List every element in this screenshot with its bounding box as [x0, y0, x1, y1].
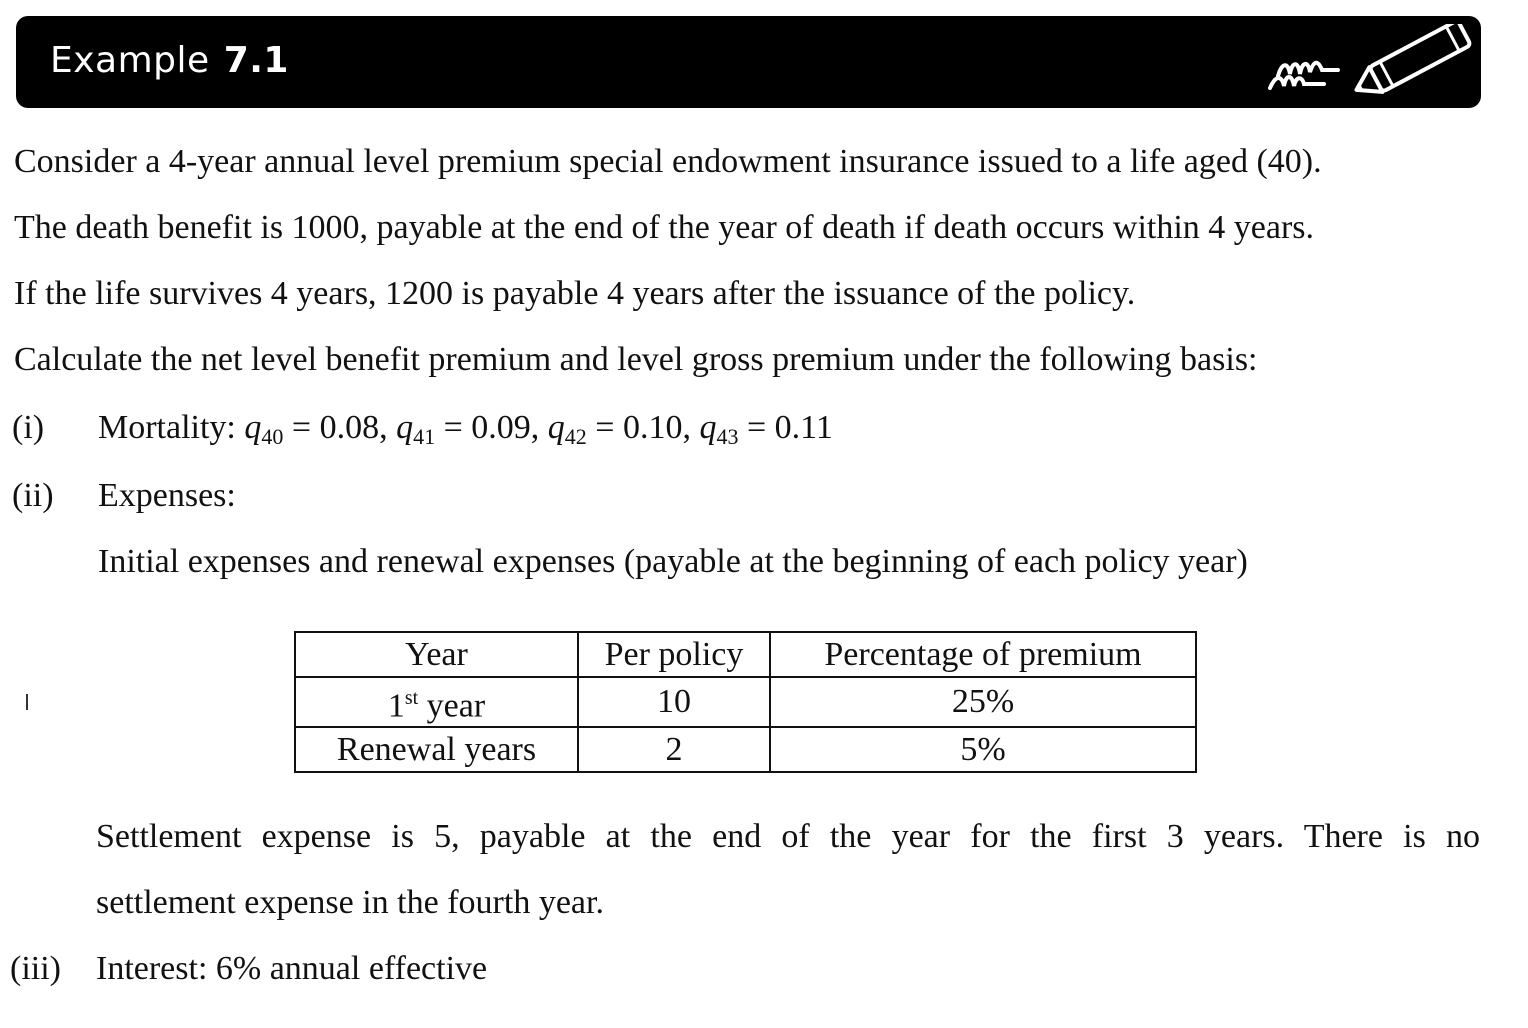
cell-per-policy: 10: [578, 677, 770, 727]
interest-label: (iii): [10, 950, 61, 987]
mortality-label: (i): [12, 409, 45, 446]
expenses-title: Expenses:: [98, 477, 236, 514]
year-word: year: [426, 687, 486, 725]
expenses-label: (ii): [12, 477, 54, 514]
q43-symbol: q: [699, 409, 717, 446]
intro-line-4: Calculate the net level benefit premium and level gross premium under the following basis:: [14, 341, 1258, 378]
margin-mark: [26, 694, 28, 710]
q43-value: 0.11: [774, 409, 833, 446]
q41-symbol: q: [396, 409, 414, 446]
intro-line-1: Consider a 4-year annual level premium special endowment insurance issued to a life aged (40).: [14, 143, 1322, 180]
q41-value: 0.09: [471, 409, 531, 446]
mortality-line: Mortality: $q_{40} = 0.08$, $q_{41} = 0.09$, $q_{42} = 0.10$, $q_{43} = 0.11$: [98, 409, 833, 449]
intro-line-2: The death benefit is 1000, payable at the end of the year of death if death occurs within 4 years.: [14, 209, 1315, 246]
example-number: 7.1: [223, 40, 289, 81]
interest-text: Interest: 6% annual effective: [96, 950, 488, 987]
header-percentage: Percentage of premium: [770, 632, 1196, 677]
expenses-description: Initial expenses and renewal expenses (payable at the beginning of each policy year): [98, 543, 1248, 580]
year-number: 1: [387, 687, 405, 725]
settlement-line-2: settlement expense in the fourth year.: [96, 884, 604, 921]
q40-age: 40: [261, 424, 284, 449]
mortality-title: Mortality:: [98, 409, 236, 446]
q42-value: 0.10: [622, 409, 683, 446]
q43-age: 43: [716, 424, 739, 449]
q40-value: 0.08: [319, 409, 380, 446]
year-suffix: st: [404, 687, 419, 709]
cell-year: [295, 677, 578, 727]
q42-age: 42: [564, 424, 587, 449]
cell-year: Renewal years: [295, 727, 578, 772]
table-row: [295, 727, 1196, 772]
table-row: [295, 677, 1196, 727]
q42-symbol: q: [547, 409, 565, 446]
header-per-policy: Per policy: [578, 632, 770, 677]
q40-symbol: q: [244, 409, 262, 446]
header-year: Year: [295, 632, 578, 677]
expense-table: [294, 631, 1197, 773]
example-banner: [16, 16, 1481, 108]
cell-per-policy: 2: [578, 727, 770, 772]
cell-percent: 5%: [770, 727, 1196, 772]
pencil-scribble-icon: [1260, 24, 1475, 102]
cell-percent: 25%: [770, 677, 1196, 727]
example-title: [50, 40, 289, 81]
table-header-row: [295, 632, 1196, 677]
settlement-line-1: Settlement expense is 5, payable at the end of the year for the first 3 years. There is no: [96, 818, 1480, 855]
example-label: Example: [50, 40, 210, 81]
intro-line-3: If the life survives 4 years, 1200 is payable 4 years after the issuance of the policy.: [14, 275, 1136, 312]
q41-age: 41: [413, 424, 436, 449]
